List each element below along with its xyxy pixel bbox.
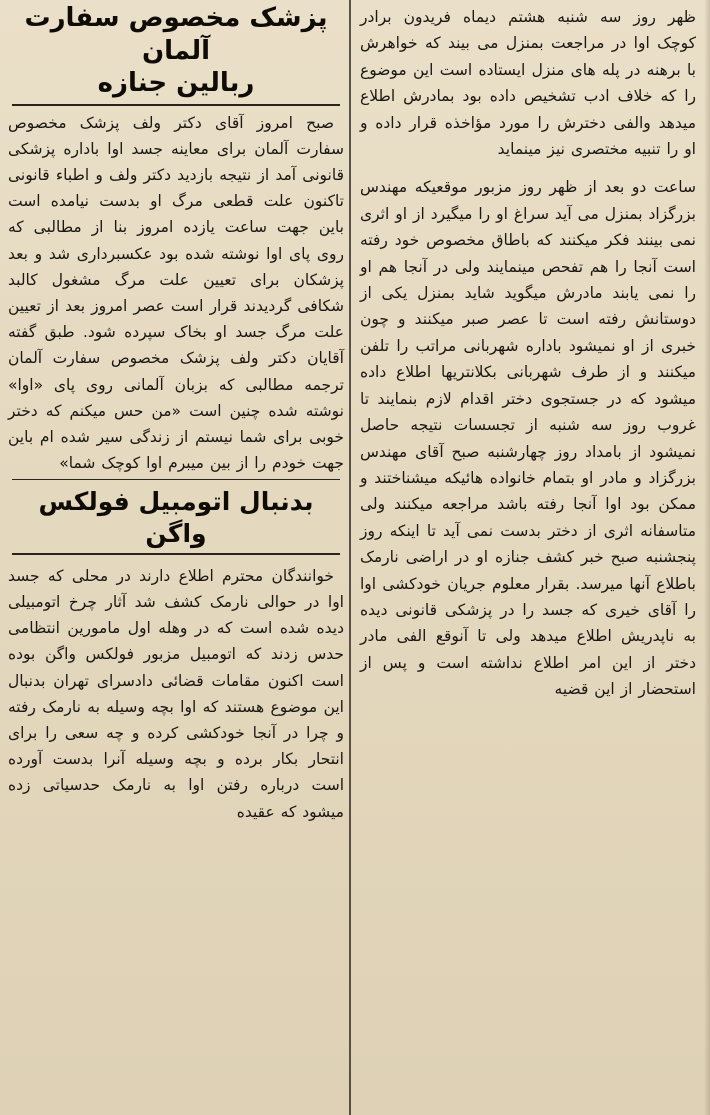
headline-german-doctor-line2: ربالین جنازه <box>97 68 255 98</box>
page-edge-shadow <box>704 0 710 1115</box>
right-column <box>352 0 710 1115</box>
headline-volkswagen: بدنبال اتومبیل فولکس واگن <box>38 487 314 548</box>
headline-rule-2 <box>12 553 340 555</box>
section-rule <box>12 479 340 480</box>
article-paragraph: خوانندگان محترم اطلاع دارند در محلی که جسد اوا در حوالی نارمک کشف شد آثار چرخ اتومبیلی دیده شده است که در وهله اول مامورین انتظامی حدس زدند که اتومبیل مزبور فولکس واگن بوده است اکنون مقامات قضائی دادسرای تهران بدنبال این موضوع هستند که اوا بچه وسیله به نارمک رفته و چرا در آنجا خودکشی کرده و چه سعی را برای انتحار بکار برده و بچه وسیله آنرا بدست آورده است درباره رفتن اوا به نارمک حدسیاتی زده میشود که عقیده <box>8 566 344 821</box>
article-german-doctor <box>8 110 344 477</box>
article-paragraph: ساعت دو بعد از ظهر روز مزبور موقعیکه مهندس بزرگزاد بمنزل می آید سراغ او را میگیرد از او اثری نمی بینند فکر میکنند که باطاق مخصوص خود رفته است آنجا را هم تفحص مینمایند ولی در آنجا هم او را نمی یابند مادرش میگوید شاید بمنزل یکی از دوستانش رفته است تا عصر صبر میکنند و چون خبری از او نمیشود باداره شهربانی مراتب را تلفن میکنند و از طرف شهربانی بکلانتریها اطلاع داده میشود که در جستجوی دختر اقدام لازم بنمایند تا غروب روز سه شنبه از تجسسات نتیجه حاصل نمیشود از بامداد روز چهارشنبه صبح آقای مهندس بزرگزاد و مادر او بتمام خانواده هائیکه میشناختند و ممکن بود اوا آنجا رفته باشد مراجعه میکنند ولی متاسفانه اثری از دختر بدست نمی آید تا اینکه روز پنجشنبه صبح خبر کشف جنازه او در اراضی نارمک باطلاع آنها میرسد. بقرار معلوم جریان خودکشی اوا را آقای خیری که جسد را در پزشکی قانونی دیده به ناپدریش اطلاع میدهد ولی تا آنوقع الفی مادر دختر از این امر اطلاع نداشته است و پس از استحضار از این قضیه <box>360 178 696 699</box>
column-divider <box>349 0 351 1115</box>
article-paragraph: ظهر روز سه شنبه هشتم دیماه فریدون برادر کوچک اوا در مراجعت بمنزل می بیند که خواهرش با برهنه در پله های منزل ایستاده است این موضوع را که خلاف ادب تشخیص داده بود بمادرش اطلاع میدهد والفی دخترش را مورد مؤاخذه قرار داده و او را تنبیه مختصری نیز مینماید <box>360 8 696 159</box>
left-column <box>0 0 350 1115</box>
headline-german-doctor: پزشک مخصوص سفارت آلمان <box>24 3 328 66</box>
article-paragraph: صبح امروز آقای دکتر ولف پزشک مخصوص سفارت آلمان برای معاینه جسد اوا باداره پزشکی قانونی آمد از نتیجه بازدید دکتر ولف و اطباء قانونی تاکنون علت قطعی مرگ او بدست نیامده است باین جهت ساعت یازده امروز بنا از مطالبی که روی پای اوا نوشته شده بود عکسبرداری شد و بعد پزشکان برای تعیین علت مرگ مشغول کالبد شکافی گردیدند قرار است عصر امروز بعد از تعیین علت مرگ جسد او بخاک سپرده شود. طبق گفته آقایان دکتر ولف پزشک مخصوص سفارت آلمان ترجمه مطالبی که بزبان آلمانی روی پای «اوا» نوشته شده چنین است «من حس میکنم که دختر خوبی برای شما نیستم از زندگی سیر شده ام باین جهت خودم را از بین میبرم اوا کوچک شما» <box>8 113 344 473</box>
headline-rule <box>12 104 340 106</box>
article-continuation <box>360 0 696 703</box>
article-volkswagen <box>8 563 344 825</box>
